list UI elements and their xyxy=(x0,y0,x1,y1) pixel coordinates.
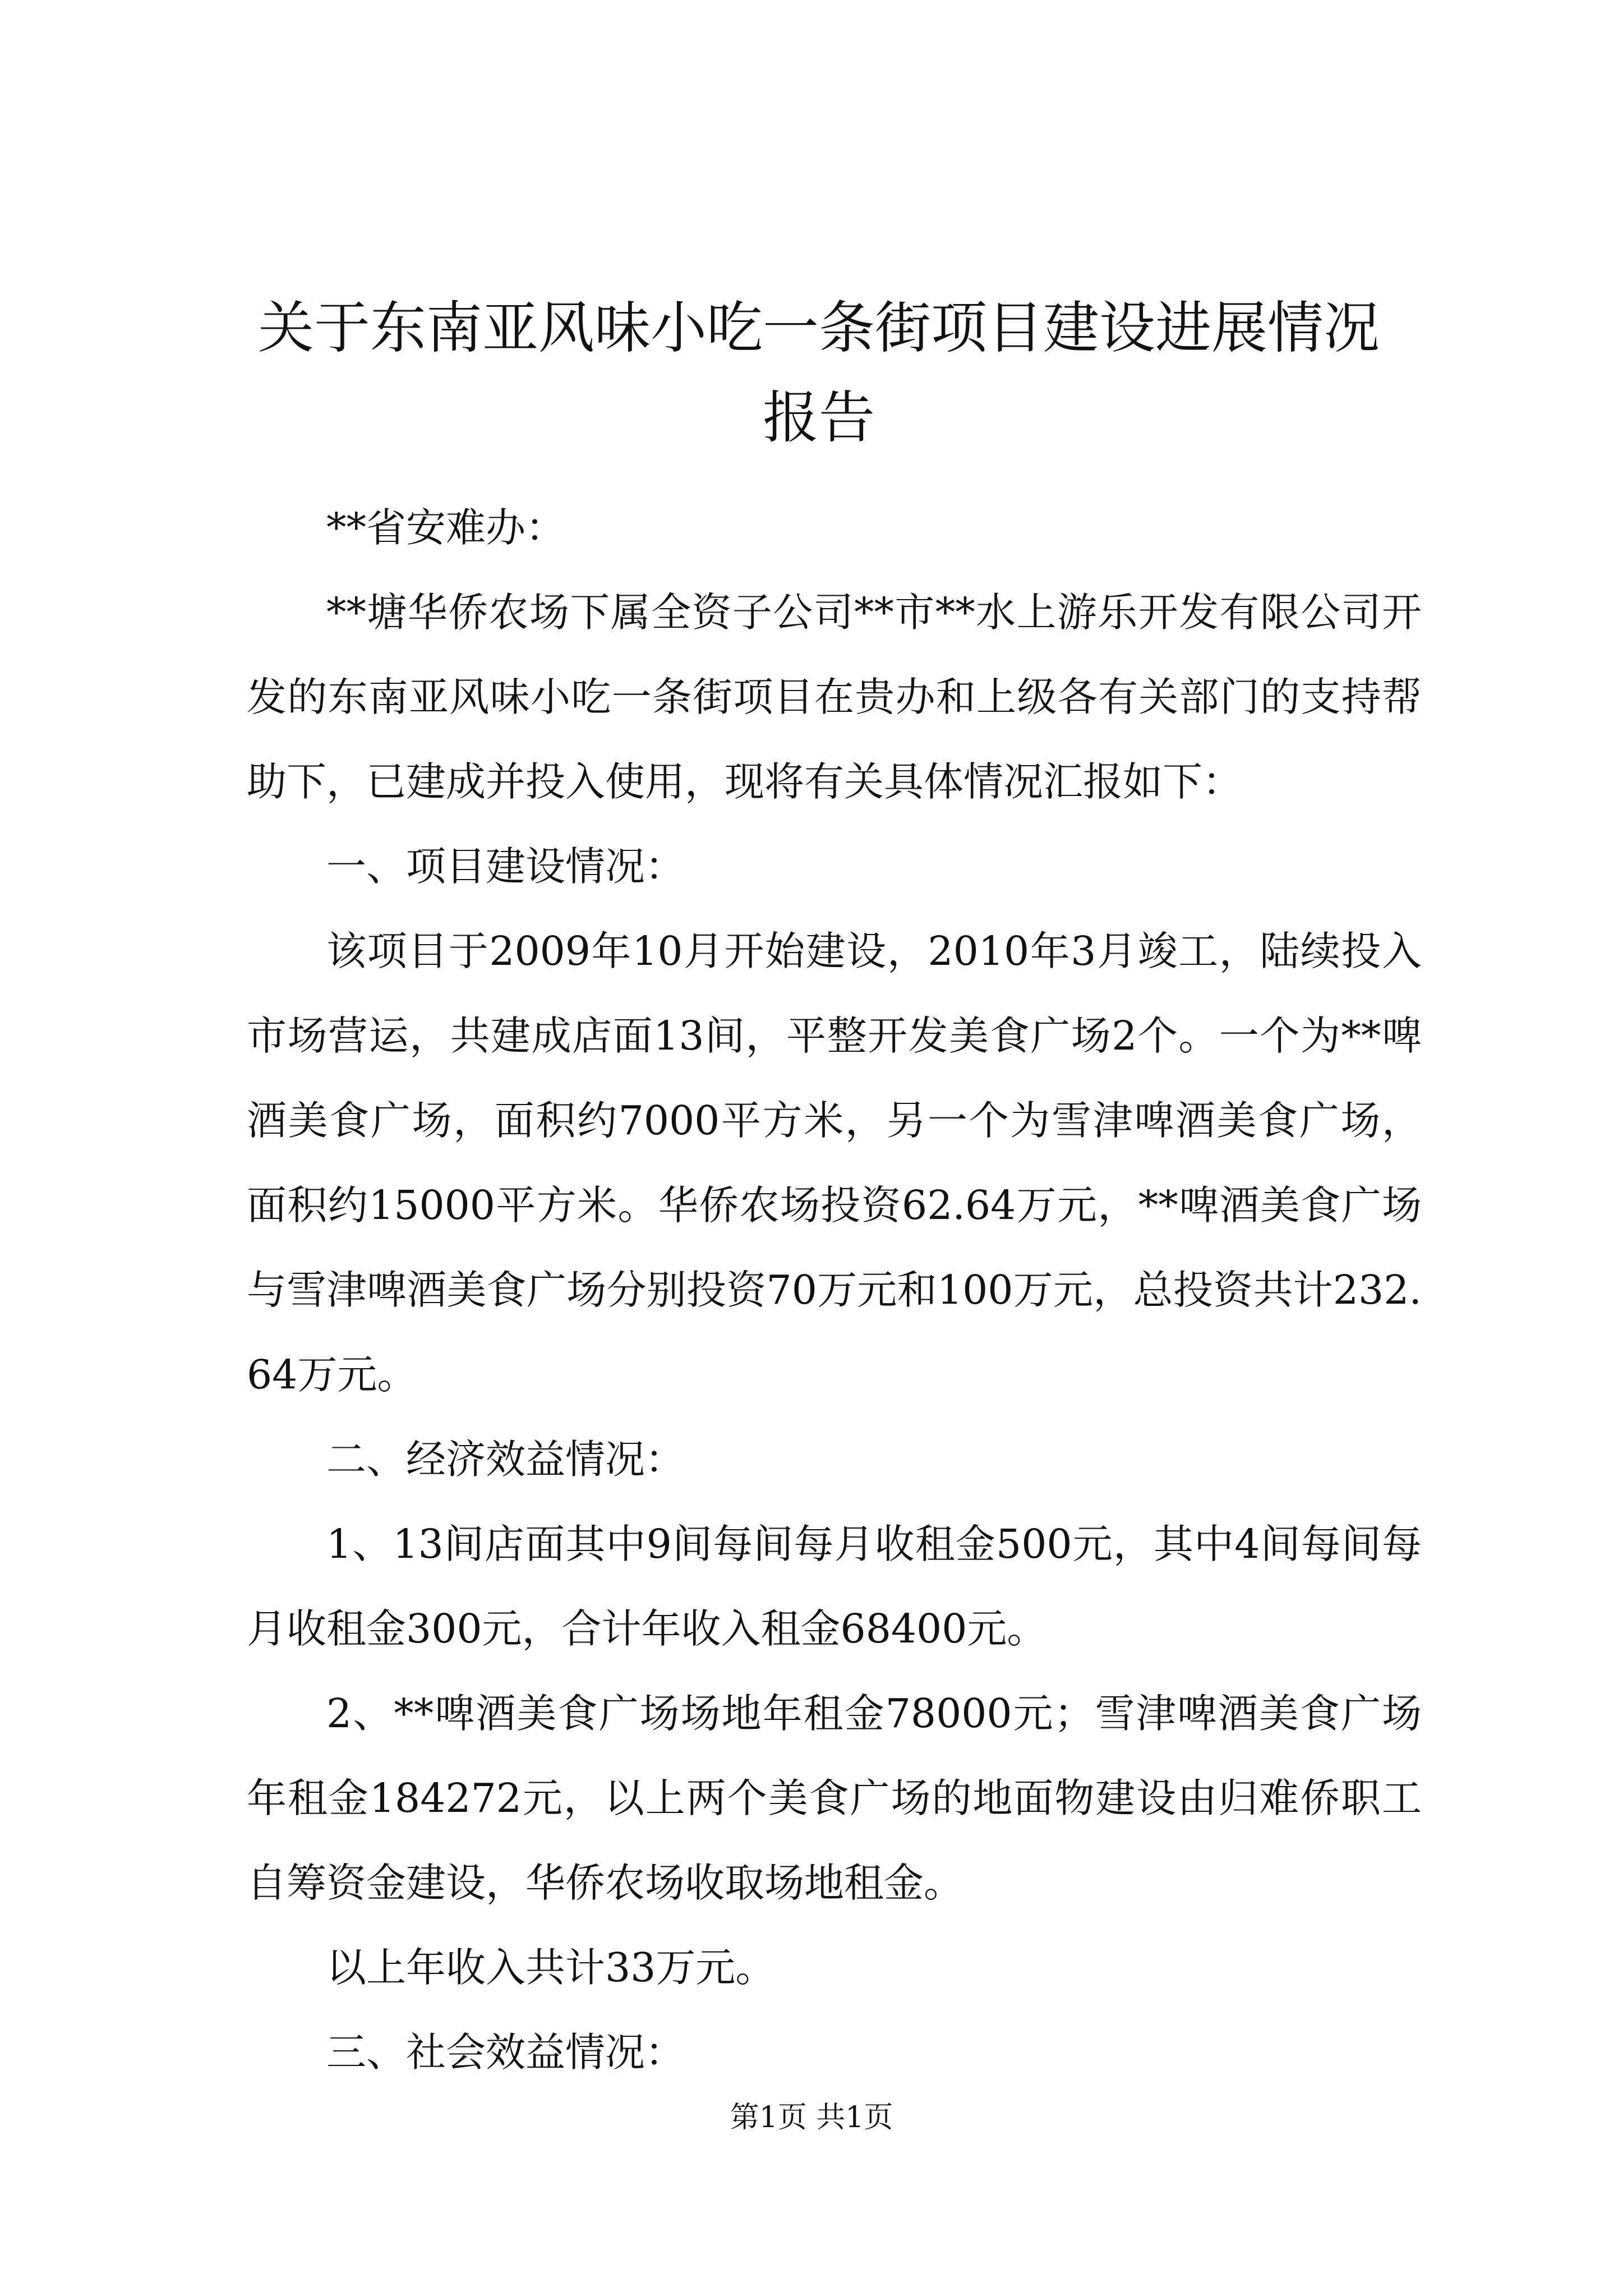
section-heading-1: 一、项目建设情况： xyxy=(326,843,685,890)
paragraph-rent-shops: 1、13间店面其中9间每间每月收租金500元，其中4间每间每月收租金300元，合计年收入租金68400元。 xyxy=(247,1521,1422,1652)
document-body xyxy=(247,485,1422,2095)
salutation: **省安难办： xyxy=(326,504,566,551)
paragraph-intro: **塘华侨农场下属全资子公司**市**水上游乐开发有限公司开发的东南亚风味小吃一条街项目在贵办和上级各有关部门的支持帮助下，已建成并投入使用，现将有关具体情况汇报如下： xyxy=(247,589,1422,805)
title-line-1: 关于东南亚风味小吃一条街项目建设进展情况 xyxy=(258,295,1380,361)
page-footer: 第1页 共1页 xyxy=(730,2101,893,2134)
paragraph-construction: 该项目于2009年10月开始建设，2010年3月竣工，陆续投入市场营运，共建成店面13间，平整开发美食广场2个。一个为**啤酒美食广场，面积约7000平方米，另一个为雪津啤酒美食广场，面积约15000平方米。华侨农场投资62.64万元，**啤酒美食广场与雪津啤酒美食广场分别投资70万元和100万元，总投资共计232.64万元。 xyxy=(247,928,1422,1398)
section-heading-2: 二、经济效益情况： xyxy=(326,1436,685,1483)
title-line-2: 报告 xyxy=(763,385,875,450)
section-heading-3: 三、社会效益情况： xyxy=(326,2029,685,2076)
document-title xyxy=(213,283,1424,463)
paragraph-rent-plazas: 2、**啤酒美食广场场地年租金78000元；雪津啤酒美食广场年租金184272元，以上两个美食广场的地面物建设由归难侨职工自筹资金建设，华侨农场收取场地租金。 xyxy=(247,1690,1422,1906)
paragraph-total-income: 以上年收入共计33万元。 xyxy=(326,1944,776,1991)
